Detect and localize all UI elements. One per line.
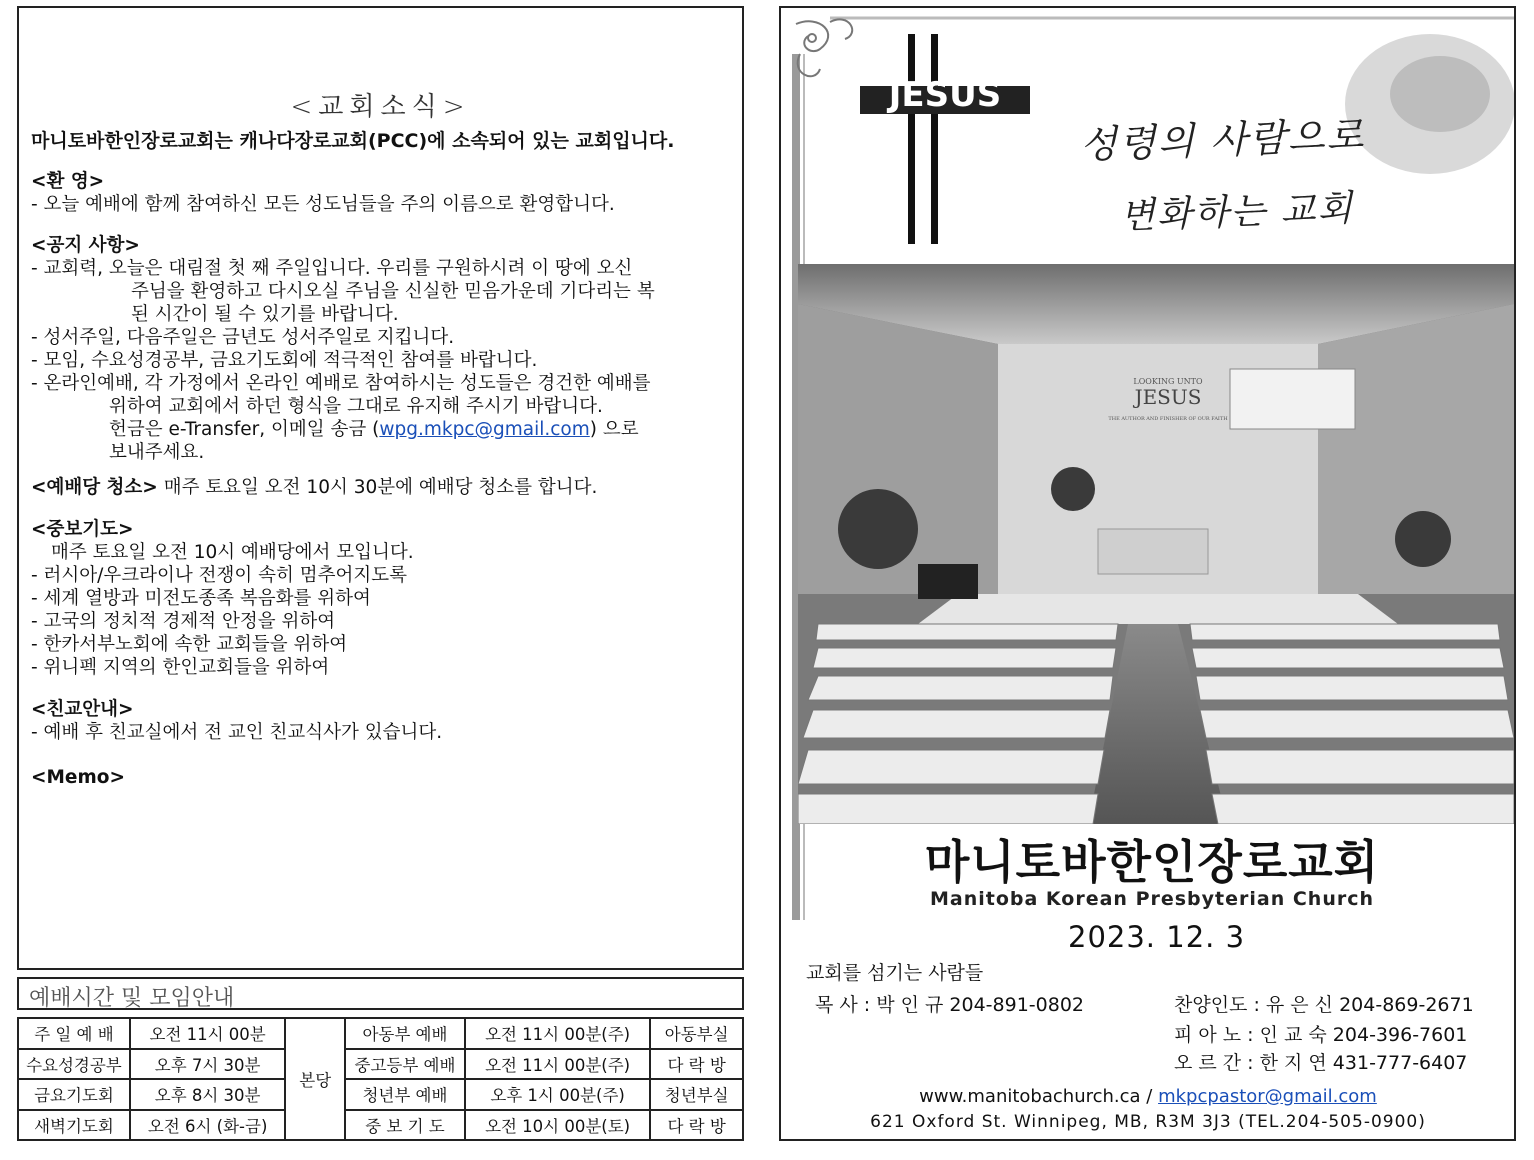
memo-heading: <Memo> (31, 767, 125, 788)
schedule-table (17, 1017, 744, 1141)
sanctuary-photo (798, 264, 1514, 824)
staff-heading: 교회를 섬기는 사람들 (806, 962, 984, 984)
staff-pastor: 목 사 : 박 인 규 204-891-0802 (815, 994, 1085, 1016)
offering-text: 헌금은 e-Transfer, 이메일 송금 ( (109, 419, 380, 440)
offering-text-end: ) 으로 (589, 419, 639, 440)
cleaning-text: 매주 토요일 오전 10시 30분에 예배당 청소를 합니다. (157, 477, 598, 498)
prayer-item: - 고국의 정치적 경제적 안정을 위하여 (31, 611, 336, 632)
service-time: 오후 1시 00분(주) (465, 1079, 650, 1110)
intro-statement: 마니토바한인장로교회는 캐나다장로교회(PCC)에 소속되어 있는 교회입니다. (31, 130, 675, 152)
jesus-cross-logo (860, 34, 1030, 244)
service-place: 청년부실 (650, 1079, 743, 1110)
welcome-section (31, 170, 730, 216)
cover-artwork (790, 14, 1514, 920)
church-address: 621 Oxford St. Winnipeg, MB, R3M 3J3 (TEL.204-505-0900) (870, 1112, 1426, 1132)
cleaning-section (31, 476, 730, 499)
website-link[interactable]: www.manitobachurch.ca (919, 1086, 1141, 1107)
bulletin-date: 2023. 12. 3 (1068, 920, 1246, 954)
service-name: 수요성경공부 (18, 1049, 130, 1080)
plant-icon (1051, 467, 1095, 511)
service-time: 오전 10시 00분(토) (465, 1110, 650, 1141)
svg-text:JESUS: JESUS (1134, 385, 1202, 409)
prayer-intro: 매주 토요일 오전 10시 예배당에서 모입니다. (51, 542, 414, 563)
fellowship-item: - 예배 후 친교실에서 전 교인 친교식사가 있습니다. (31, 722, 443, 743)
staff-pianist: 피 아 노 : 인 교 숙 204-396-7601 (1174, 1024, 1468, 1046)
notice-section (31, 234, 730, 464)
notice-item-1c: 된 시간이 될 수 있기를 바랍니다. (131, 304, 399, 325)
slogan-line-2: 변화하는 교회 (1119, 187, 1355, 238)
welcome-item: - 오늘 예배에 함께 참여하신 모든 성도님들을 주의 이름으로 환영합니다. (31, 194, 615, 215)
notice-item-4d: 보내주세요. (109, 442, 205, 463)
church-news-panel (17, 6, 744, 970)
prayer-item: - 위니펙 지역의 한인교회들을 위하여 (31, 657, 330, 678)
welcome-heading: <환 영> (31, 171, 105, 192)
fellowship-section (31, 698, 730, 744)
service-name: 아동부 예배 (345, 1018, 465, 1049)
prayer-section (31, 518, 730, 679)
notice-item-4a: - 온라인예배, 각 가정에서 온라인 예배로 참여하시는 성도들은 경건한 예배를 (31, 373, 651, 394)
svg-text:THE AUTHOR AND FINISHER OF OUR: THE AUTHOR AND FINISHER OF OUR FAITH (1108, 416, 1228, 422)
service-location: 본당 (285, 1018, 345, 1140)
news-title: <교회소식> (290, 92, 471, 122)
service-place: 다 락 방 (650, 1110, 743, 1141)
service-name: 주 일 예 배 (18, 1018, 130, 1049)
service-place: 다 락 방 (650, 1049, 743, 1080)
service-time: 오전 11시 00분(주) (465, 1049, 650, 1080)
service-time: 오후 7시 30분 (130, 1049, 286, 1080)
staff-worship-leader: 찬양인도 : 유 은 신 204-869-2671 (1174, 994, 1474, 1016)
plant-icon (838, 489, 918, 569)
service-time: 오전 11시 00분 (130, 1018, 286, 1049)
service-name: 중 보 기 도 (345, 1110, 465, 1141)
separator: / (1140, 1086, 1159, 1107)
service-time: 오후 8시 30분 (130, 1079, 286, 1110)
notice-item-3: - 모임, 수요성경공부, 금요기도회에 적극적인 참여를 바랍니다. (31, 350, 538, 371)
service-name: 금요기도회 (18, 1079, 130, 1110)
schedule-title: 예배시간 및 모임안내 (17, 977, 744, 1010)
service-place: 아동부실 (650, 1018, 743, 1049)
prayer-item: - 세계 열방과 미전도종족 복음화를 위하여 (31, 588, 371, 609)
service-time: 오전 6시 (화-금) (130, 1110, 286, 1141)
cleaning-heading: <예배당 청소> (31, 477, 158, 498)
svg-text:JESUS: JESUS (888, 75, 1002, 115)
svg-text:LOOKING UNTO: LOOKING UNTO (1133, 377, 1203, 386)
notice-item-1b: 주님을 환영하고 다시오실 주님을 신실한 믿음가운데 기다리는 복 (131, 281, 655, 302)
prayer-item: - 러시아/우크라이나 전쟁이 속히 멈추어지도록 (31, 565, 407, 586)
church-name-english: Manitoba Korean Presbyterian Church (929, 888, 1375, 910)
service-name: 새벽기도회 (18, 1110, 130, 1141)
notice-heading: <공지 사항> (31, 235, 140, 256)
prayer-heading: <중보기도> (31, 519, 134, 540)
plant-icon (1395, 511, 1451, 567)
memo-section (31, 766, 730, 789)
offering-email-link[interactable]: wpg.mkpc@gmail.com (379, 419, 590, 440)
table-row (18, 1079, 743, 1110)
prayer-item: - 한카서부노회에 속한 교회들을 위하여 (31, 634, 348, 655)
table-row (18, 1049, 743, 1080)
fellowship-heading: <친교안내> (31, 699, 134, 720)
service-name: 청년부 예배 (345, 1079, 465, 1110)
notice-item-4b: 위하여 교회에서 하던 형식을 그대로 유지해 주시기 바랍니다. (109, 396, 603, 417)
notice-item-1a: - 교회력, 오늘은 대림절 첫 째 주일입니다. 우리를 구원하시려 이 땅에 오신 (31, 258, 633, 279)
service-time: 오전 11시 00분(주) (465, 1018, 650, 1049)
service-name: 중고등부 예배 (345, 1049, 465, 1080)
table-row (18, 1018, 743, 1049)
table-row (18, 1110, 743, 1141)
slogan-line-1: 성령의 사람으로 (1079, 113, 1366, 167)
staff-organist: 오 르 간 : 한 지 연 431-777-6407 (1174, 1052, 1468, 1074)
notice-item-2: - 성서주일, 다음주일은 금년도 성서주일로 지킵니다. (31, 327, 455, 348)
contact-web-line (780, 1086, 1516, 1107)
notice-item-4c (31, 418, 730, 441)
pastor-email-link[interactable]: mkpcpastor@gmail.com (1158, 1086, 1377, 1107)
church-name-korean: 마니토바한인장로교회 (924, 835, 1380, 889)
